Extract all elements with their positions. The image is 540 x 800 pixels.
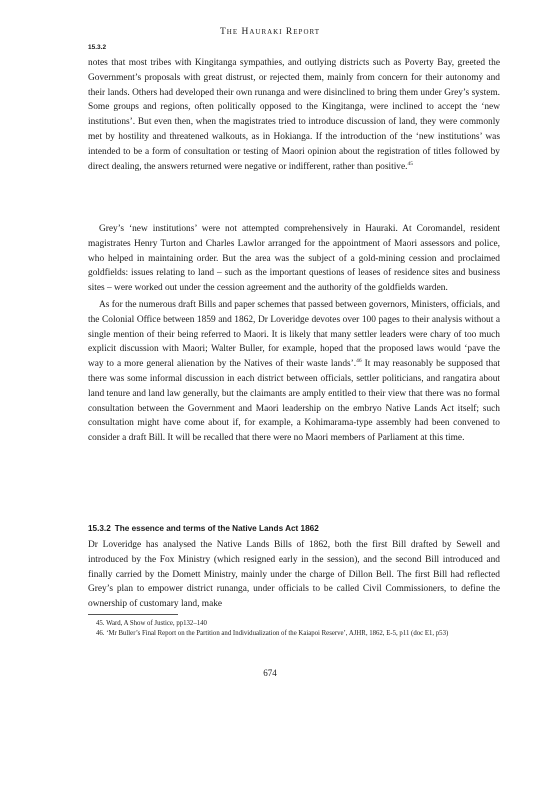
footnote-divider [88,614,178,615]
paragraph: notes that most tribes with Kingitanga sympathies, and outlying districts such as Poverty Bay, greeted the Government’s proposals with great distrust, or rejected them, mainly from concern for their autonomy and their lands. Others had developed their own runanga and were disinclined to bring them under Grey’s system. Some groups and regions, often politically opposed to the Kingitanga, were inclined to accept the ‘new institutions’. But even then, when the magistrates tried to introduce discussion of land, they were commonly met by hostility and threatened walkouts, as in Hokianga. If the introduction of the ‘new institutions’ was intended to be a form of consultation or testing of Maori opinion about the registration of titles followed by direct dealing, the answers returned were negative or indifferent, rather than positive.$^{45}$ [88,58,500,172]
page-number: 674 [263,668,277,678]
section-number: 15.3.2 [88,44,107,51]
footnote: 45. Ward, A Show of Justice, pp132–140 [96,620,207,627]
body-text [88,56,500,174]
paragraph: Dr Loveridge has analysed the Native Lands Bills of 1862, both the first Bill drafted by Sewell and introduced by the Fox Ministry (which resigned early in the session), and the second Bill introduced and finally carried by the Domett Ministry, mainly under the charge of Dillon Bell. The first Bill had reflected Grey’s plan to empower district runanga, under officials to be called Civil Commissioners, to define the ownership of customary land, make [88,540,500,610]
body-text [88,538,500,612]
running-title: The Hauraki Report [219,27,321,37]
subsection-title: The essence and terms of the Native Lands Act 1862 [114,524,319,533]
footnote-ref[interactable]: 46 [356,358,362,365]
body-text [88,222,500,446]
subsection-heading [88,524,319,533]
paragraph: Grey’s ‘new institutions’ were not attempted comprehensively in Hauraki. At Coromandel, resident magistrates Henry Turton and Charles Lawlor arranged for the appointment of Maori assessors and police, who helped in maintaining order. But the area was the subject of a gold-mining cession and proclaimed goldfields: issues relating to land – such as the important questions of leases of residence sites and business sites – were worked out under the cession agreement and the authority of the goldfields warden. [88,224,500,294]
footnote: 46. ‘Mr Buller’s Final Report on the Partition and Individualization of the Kaiapoi Reserve’, AJHR, 1862, E-5, p11 (doc E1, p53) [96,630,449,637]
footnote-ref[interactable]: 45 [407,160,413,167]
subsection-number: 15.3.2 [88,524,111,533]
footnotes [88,619,500,639]
paragraph: As for the numerous draft Bills and paper schemes that passed between governors, Ministers, officials, and the Colonial Office between 1859 and 1862, Dr Loveridge devotes over 100 pages to their analysis without a single mention of their being referred to Maori. It is likely that many settler leaders were chary of too much explicit discussion with Maori; Walter Buller, for example, hoped that the proposed laws would ‘pave the way to a more general alienation by the Natives of their waste lands’.$^{46}$ It may reasonably be supposed that there was some informal discussion in each district between officials, settler politicians, and rangatira about land tenure and land law generally, but the claimants are amply entitled to their view that there was no formal consultation between the Government and Maori leadership on the embryo Native Lands Act itself; such consultation might have come about if, for example, a Kohimarama-type assembly had been convened to consider a draft Bill. It will be recalled that there were no Maori members of Parliament at this time. [88,299,500,444]
